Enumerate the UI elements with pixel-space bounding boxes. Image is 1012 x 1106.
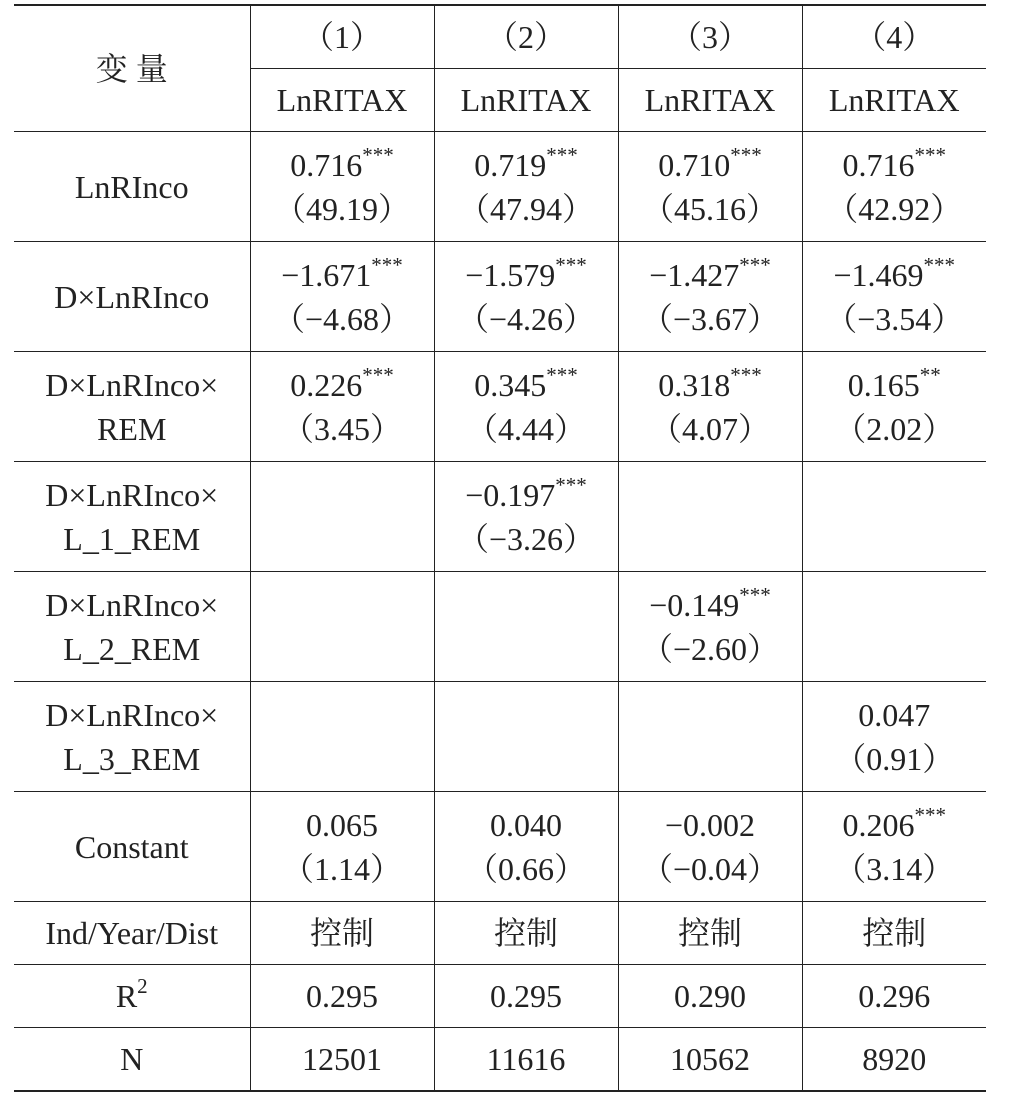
estimate-cell (802, 792, 986, 902)
coefficient-value: −0.197 (465, 476, 556, 513)
t-statistic: （45.16） (641, 190, 778, 227)
controls-value: 控制 (802, 902, 986, 965)
t-statistic: （−4.68） (272, 300, 412, 337)
variable-name (14, 572, 250, 682)
coefficient-value: 0.206 (842, 806, 915, 843)
t-statistic: （1.14） (281, 850, 402, 887)
significance-stars: *** (362, 362, 394, 387)
r-squared-label (14, 965, 250, 1028)
coefficient-row (14, 352, 986, 462)
coefficient-row (14, 462, 986, 572)
variable-name-line: L_2_REM (63, 630, 201, 667)
coefficient-value: 0.345 (474, 366, 547, 403)
coefficient-value: 0.040 (490, 806, 562, 843)
coefficient-line (803, 803, 987, 847)
estimate-cell (250, 352, 434, 462)
t-statistic: （42.92） (826, 190, 963, 227)
coefficient-line (619, 143, 802, 187)
significance-stars: *** (739, 252, 771, 277)
r-squared-value: 0.296 (802, 965, 986, 1028)
coefficient-row (14, 242, 986, 352)
estimate-cell (802, 462, 986, 572)
t-statistic: （−2.60） (640, 630, 780, 667)
model-number-3: （3） (618, 5, 802, 69)
estimate-cell (618, 352, 802, 462)
estimate-cell (434, 462, 618, 572)
variable-name-line: REM (97, 410, 167, 447)
coefficient-line (435, 143, 618, 187)
significance-stars: *** (730, 142, 762, 167)
t-statistic: （47.94） (457, 190, 594, 227)
estimate-cell (434, 792, 618, 902)
model-number-4: （4） (802, 5, 986, 69)
observations-value: 8920 (802, 1028, 986, 1092)
coefficient-line (251, 363, 434, 407)
coefficient-value: 0.065 (306, 806, 378, 843)
estimate-cell (618, 682, 802, 792)
coefficient-line (251, 803, 434, 847)
header-row-model-numbers (14, 5, 986, 69)
coefficient-value: −1.579 (465, 256, 556, 293)
variable-header: 变 量 (14, 5, 250, 132)
t-statistic: （−4.26） (456, 300, 596, 337)
coefficient-line (435, 253, 618, 297)
variable-name-line: D×LnRInco× (45, 476, 219, 513)
significance-stars: *** (923, 252, 956, 277)
t-statistic: （3.14） (834, 850, 955, 887)
coefficient-line (803, 693, 987, 737)
variable-name-line: Constant (74, 828, 189, 865)
regression-table-container (14, 4, 986, 1092)
coefficient-line (803, 143, 987, 187)
controls-value: 控制 (618, 902, 802, 965)
r-squared-row (14, 965, 986, 1028)
estimate-cell (802, 682, 986, 792)
variable-name-line: D×LnRInco× (45, 366, 219, 403)
controls-value: 控制 (434, 902, 618, 965)
estimate-cell (802, 572, 986, 682)
variable-name-line: L_3_REM (63, 740, 201, 777)
coefficient-row (14, 682, 986, 792)
coefficient-value: 0.226 (290, 366, 363, 403)
estimate-cell (618, 132, 802, 242)
model-number-1: （1） (250, 5, 434, 69)
coefficient-row (14, 132, 986, 242)
controls-row (14, 902, 986, 965)
variable-name (14, 352, 250, 462)
coefficient-value: 0.165 (847, 366, 920, 403)
coefficient-line (619, 583, 802, 627)
r-squared-superscript: 2 (137, 974, 148, 998)
coefficient-line (803, 363, 987, 407)
coefficient-row (14, 572, 986, 682)
model-number-2: （2） (434, 5, 618, 69)
coefficient-value: 0.716 (290, 146, 363, 183)
t-statistic: （0.66） (465, 850, 586, 887)
significance-stars: *** (546, 142, 578, 167)
coefficient-value: −0.002 (664, 806, 756, 843)
coefficient-value: 0.716 (842, 146, 915, 183)
variable-name-line: L_1_REM (63, 520, 201, 557)
coefficient-line (435, 803, 618, 847)
observations-value: 10562 (618, 1028, 802, 1092)
controls-value: 控制 (250, 902, 434, 965)
coefficient-value: 0.710 (658, 146, 731, 183)
coefficient-line (619, 803, 802, 847)
estimate-cell (250, 242, 434, 352)
significance-stars: *** (362, 142, 394, 167)
estimate-cell (250, 132, 434, 242)
estimate-cell (250, 572, 434, 682)
t-statistic: （4.44） (465, 410, 586, 447)
regression-table (14, 4, 986, 1092)
variable-name-line: D×LnRInco (54, 278, 210, 315)
significance-stars: *** (914, 142, 946, 167)
significance-stars: *** (914, 802, 946, 827)
observations-label: N (14, 1028, 250, 1092)
variable-name (14, 132, 250, 242)
t-statistic: （0.91） (834, 740, 955, 777)
estimate-cell (250, 792, 434, 902)
coefficient-value: 0.047 (858, 696, 931, 733)
coefficient-value: −1.671 (281, 256, 372, 293)
r-squared-base: R (115, 978, 138, 1014)
significance-stars: *** (555, 252, 587, 277)
estimate-cell (434, 242, 618, 352)
observations-value: 12501 (250, 1028, 434, 1092)
dependent-var-4: LnRITAX (802, 69, 986, 132)
estimate-cell (250, 682, 434, 792)
coefficient-line (619, 363, 802, 407)
coefficient-value: 0.719 (474, 146, 547, 183)
variable-name (14, 682, 250, 792)
coefficient-value: −0.149 (649, 586, 740, 623)
coefficient-line (435, 363, 618, 407)
t-statistic: （−3.67） (640, 300, 780, 337)
coefficient-line (435, 473, 618, 517)
variable-name (14, 792, 250, 902)
estimate-cell (802, 132, 986, 242)
coefficient-line (251, 143, 434, 187)
significance-stars: *** (546, 362, 578, 387)
estimate-cell (618, 242, 802, 352)
coefficient-rows (14, 132, 986, 902)
dependent-var-3: LnRITAX (618, 69, 802, 132)
estimate-cell (618, 462, 802, 572)
r-squared-value: 0.290 (618, 965, 802, 1028)
estimate-cell (434, 132, 618, 242)
coefficient-line (619, 253, 802, 297)
coefficient-value: −1.427 (649, 256, 740, 293)
coefficient-line (803, 253, 987, 297)
t-statistic: （4.07） (649, 410, 770, 447)
coefficient-row (14, 792, 986, 902)
t-statistic: （49.19） (273, 190, 410, 227)
variable-name-line: D×LnRInco× (45, 696, 219, 733)
estimate-cell (618, 572, 802, 682)
controls-label: Ind/Year/Dist (14, 902, 250, 965)
estimate-cell (618, 792, 802, 902)
estimate-cell (250, 462, 434, 572)
observations-row (14, 1028, 986, 1092)
dependent-var-2: LnRITAX (434, 69, 618, 132)
coefficient-line (251, 253, 434, 297)
r-squared-value: 0.295 (434, 965, 618, 1028)
t-statistic: （−3.54） (825, 300, 964, 337)
variable-name-line: D×LnRInco× (45, 586, 219, 623)
t-statistic: （−3.26） (456, 520, 596, 557)
significance-stars: *** (739, 582, 771, 607)
variable-name (14, 242, 250, 352)
estimate-cell (434, 682, 618, 792)
estimate-cell (802, 242, 986, 352)
variable-name (14, 462, 250, 572)
significance-stars: *** (555, 472, 587, 497)
t-statistic: （3.45） (281, 410, 402, 447)
significance-stars: *** (371, 252, 403, 277)
t-statistic: （2.02） (834, 410, 955, 447)
coefficient-value: −1.469 (833, 256, 924, 293)
estimate-cell (802, 352, 986, 462)
coefficient-value: 0.318 (658, 366, 731, 403)
r-squared-value: 0.295 (250, 965, 434, 1028)
variable-name-line: LnRInco (74, 168, 189, 205)
significance-stars: *** (730, 362, 762, 387)
estimate-cell (434, 572, 618, 682)
t-statistic: （−0.04） (640, 850, 780, 887)
estimate-cell (434, 352, 618, 462)
dependent-var-1: LnRITAX (250, 69, 434, 132)
significance-stars: ** (919, 362, 941, 387)
observations-value: 11616 (434, 1028, 618, 1092)
